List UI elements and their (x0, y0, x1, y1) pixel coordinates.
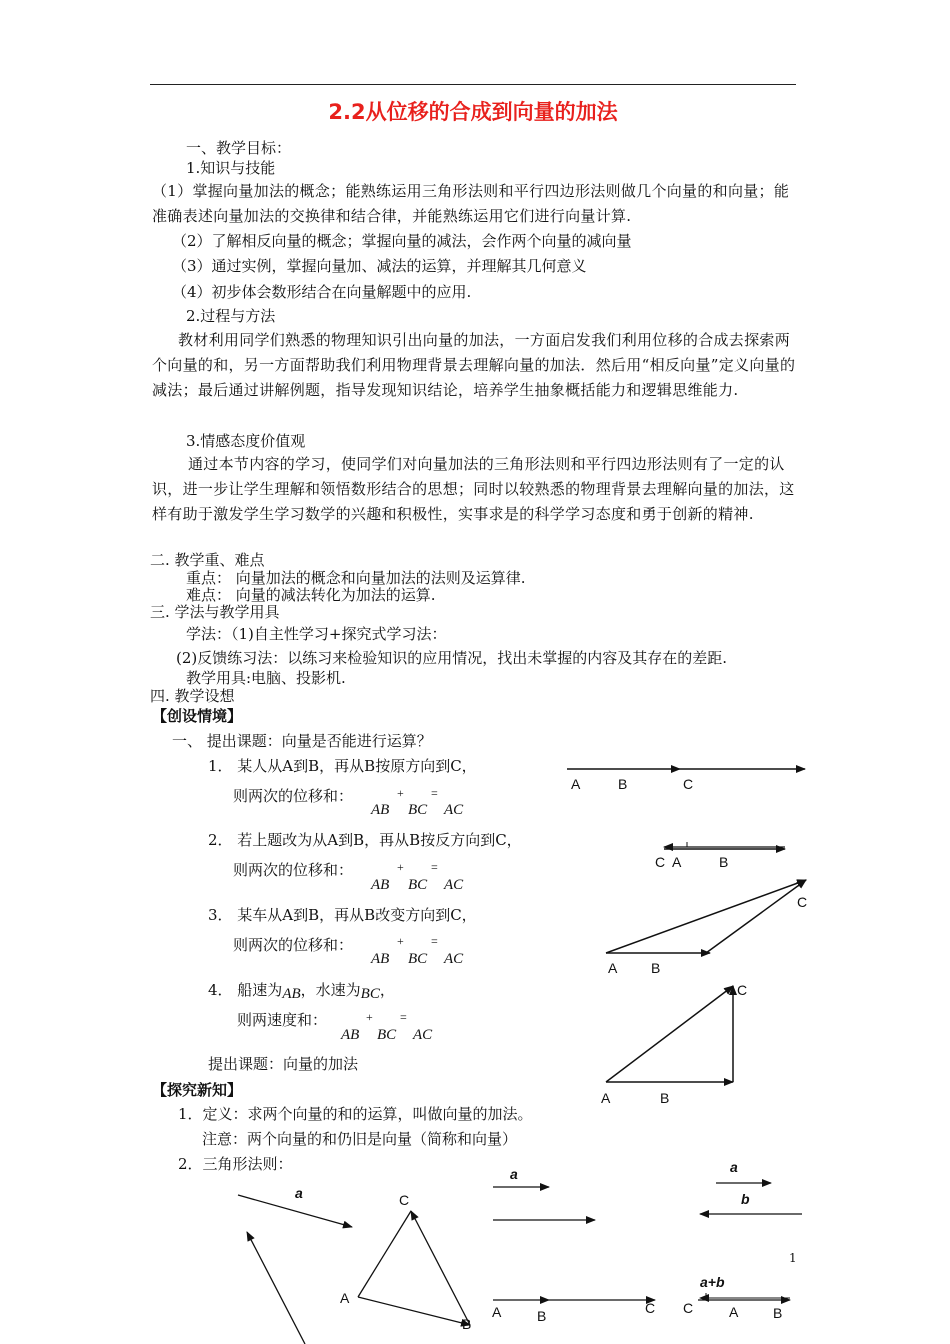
question-4-water: ，水速为 (300, 981, 361, 999)
fig4-label-a: A (601, 1090, 611, 1106)
vec-bc-4: BC (360, 986, 380, 1002)
question-2: 2． 若上题改为从A到B，再从B按反方向到C， (208, 831, 522, 849)
right-label-c: C (683, 1300, 694, 1316)
vec-ac-1: AC (444, 802, 464, 818)
fig1-label-a: A (571, 776, 581, 792)
goals-s3-p: 通过本节内容的学习，使同学们对向量加法的三角形法则和平行四边形法则有了一定的认识，进一步让学生理解和领悟数形结合的思想；同时以较熟悉的物理背景去理解向量的加法，这样有助于激发学生学习数学的兴趣和积极性，实事求是的科学学习态度和勇于创新的精神. (152, 455, 795, 523)
right-a-label: a (730, 1159, 738, 1175)
question-1-sum: 则两次的位移和： (233, 787, 354, 805)
page-title: 2.2从位移的合成到向量的加法 (328, 100, 618, 124)
vec-bc-2: BC (408, 877, 428, 893)
intro-question: 一、 提出课题：向量是否能进行运算？ (172, 732, 432, 750)
eq-3: = (431, 934, 438, 948)
vec-bc-3: BC (408, 951, 428, 967)
vec-bc-5: BC (377, 1027, 397, 1043)
eq-1: = (431, 786, 438, 800)
fig3-label-a: A (608, 960, 618, 976)
tri-label-a: A (340, 1290, 350, 1306)
question-4-sum: 则两速度和： (237, 1011, 328, 1029)
goals-s2-p: 教材利用同学们熟悉的物理知识引出向量的加法，一方面启发我们利用位移的合成去探索两个向量的和，另一方面帮助我们利用物理背景去理解向量的加法．然后用“相反向量”定义向量的减法；最后通过讲解例题，指导发现知识结论，培养学生抽象概括能力和逻辑思维能力. (152, 331, 796, 399)
method-study-2: (2)反馈练习法：以练习来检验知识的应用情况，找出未掌握的内容及其存在的差距. (176, 649, 728, 667)
plus-1: + (397, 786, 404, 800)
vec-ab-3: AB (371, 951, 390, 967)
right-label-a: A (729, 1304, 739, 1320)
key-heading: 二. 教学重、难点 (150, 551, 265, 569)
fig3-ac-arrow (606, 880, 806, 953)
question-3-sum: 则两次的位移和： (233, 936, 354, 954)
tri-bc-arrow (411, 1211, 470, 1325)
topic: 提出课题：向量的加法 (208, 1055, 359, 1073)
triangle-rule: 2．三角形法则： (178, 1155, 293, 1173)
goals-heading: 一、教学目标： (186, 139, 292, 157)
goals-s1-p4: （4）初步体会数形结合在向量解题中的应用. (172, 283, 472, 301)
question-3: 3． 某车从A到B，再从B改变方向到C， (208, 906, 477, 924)
right-apb-label: a+b (700, 1274, 725, 1290)
fig4-ac-arrow (606, 986, 733, 1082)
design-heading: 四. 教学设想 (150, 687, 235, 705)
plus-5: + (366, 1010, 373, 1024)
eq-2: = (431, 860, 438, 874)
page-number: 1 (789, 1251, 797, 1265)
vec-ac-3: AC (444, 951, 464, 967)
goals-s1-p2: （2）了解相反向量的概念；掌握向量的减法，会作两个向量的减向量 (172, 232, 632, 250)
mid-label-c: C (645, 1300, 656, 1316)
tri-ab-arrow (358, 1297, 470, 1325)
mid-label-b: B (537, 1308, 547, 1324)
fig4-label-b: B (660, 1090, 670, 1106)
vec-ab-4: AB (282, 986, 301, 1002)
tri-ac-line (358, 1211, 411, 1297)
fig2-label-c: C (655, 854, 666, 870)
tri-label-c: C (399, 1192, 410, 1208)
fig2-label-b: B (719, 854, 729, 870)
vector-b-arrow (247, 1232, 305, 1344)
mid-label-a: A (492, 1304, 502, 1320)
explore-heading: 【探究新知】 (152, 1081, 243, 1099)
fig2-label-a: A (672, 854, 682, 870)
fig1-label-b: B (618, 776, 628, 792)
method-study-1: 学法：（1)自主性学习+探究式学习法： (186, 625, 447, 643)
vector-a-label: a (295, 1185, 303, 1201)
vec-bc-1: BC (408, 802, 428, 818)
plus-3: + (397, 934, 404, 948)
tri-label-b: B (462, 1316, 472, 1332)
eq-5: = (400, 1010, 407, 1024)
fig3-label-c: C (797, 894, 808, 910)
question-4-boat: 4． 船速为 (208, 981, 283, 999)
goals-s2: 2.过程与方法 (186, 307, 276, 325)
goals-s1-p1: （1）掌握向量加法的概念；能熟练运用三角形法则和平行四边形法则做几个向量的和向量；能准确表述向量加法的交换律和结合律，并能熟练运用它们进行向量计算. (152, 182, 790, 225)
key-difficult: 难点： 向量的减法转化为加法的运算. (186, 586, 436, 604)
key-important: 重点： 向量加法的概念和向量加法的法则及运算律. (186, 569, 526, 587)
fig4-label-c: C (737, 982, 748, 998)
method-tools: 教学用具:电脑、投影机. (186, 669, 346, 687)
vec-ab-1: AB (371, 802, 390, 818)
fig3-bc-arrow (706, 880, 806, 953)
vec-ab-5: AB (341, 1027, 360, 1043)
note: 注意：两个向量的和仍旧是向量（简称和向量） (202, 1130, 518, 1148)
mid-a-label: a (510, 1166, 518, 1182)
question-1: 1． 某人从A到B，再从B按原方向到C， (208, 757, 477, 775)
goals-s1-p3: （3）通过实例，掌握向量加、减法的运算，并理解其几何意义 (172, 257, 587, 275)
vec-ab-2: AB (371, 877, 390, 893)
method-heading: 三. 学法与教学用具 (150, 603, 280, 621)
question-4-end: ， (379, 981, 395, 999)
goals-s3: 3.情感态度价值观 (186, 432, 306, 450)
right-label-b: B (773, 1305, 783, 1321)
goals-s1: 1.知识与技能 (186, 159, 276, 177)
definition: 1．定义：求两个向量的和的运算，叫做向量的加法。 (178, 1105, 533, 1123)
vec-ac-5: AC (413, 1027, 433, 1043)
scene-heading: 【创设情境】 (152, 707, 243, 725)
vec-ac-2: AC (444, 877, 464, 893)
right-b-label: b (741, 1191, 750, 1207)
fig1-label-c: C (683, 776, 694, 792)
fig3-label-b: B (651, 960, 661, 976)
plus-2: + (397, 860, 404, 874)
question-2-sum: 则两次的位移和： (233, 861, 354, 879)
